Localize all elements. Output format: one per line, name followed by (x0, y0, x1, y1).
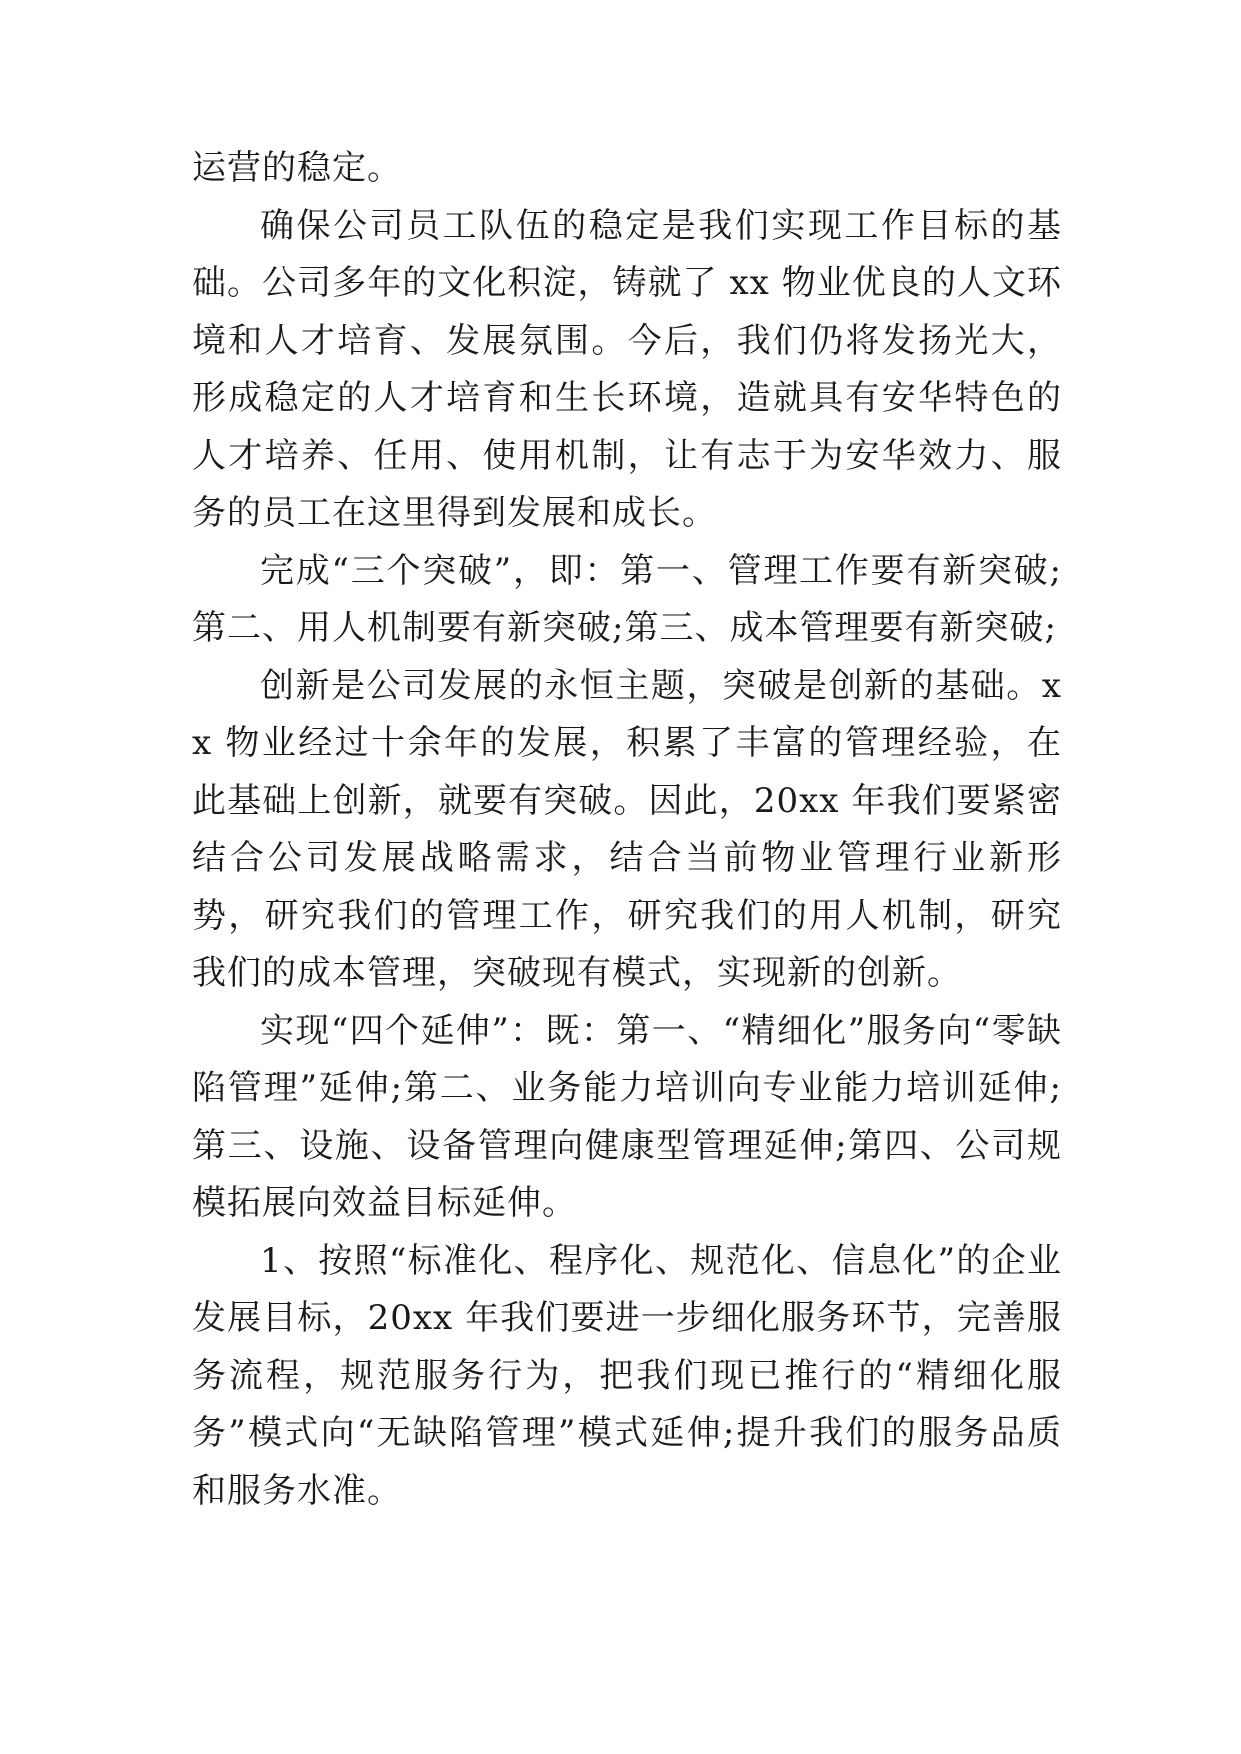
paragraph-four-extensions: 实现“四个延伸”：既：第一、“精细化”服务向“零缺陷管理”延伸;第二、业务能力培训向专业能力培训延伸;第三、设施、设备管理向健康型管理延伸;第四、公司规模拓展向效益目标延伸。 (192, 1010, 1062, 1223)
paragraph-innovation: 创新是公司发展的永恒主题，突破是创新的基础。xx 物业经过十余年的发展，积累了丰富的管理经验，在此基础上创新，就要有突破。因此，20xx 年我们要紧密结合公司发展战略需求，结合当前物业管理行业新形势，研究我们的管理工作，研究我们的用人机制，研究我们的成本管理，突破现有模式，实现新的创新。 (192, 665, 1062, 993)
paragraph-continuation: 运营的稳定。 (192, 148, 402, 188)
paragraph-item-1: 1、按照“标准化、程序化、规范化、信息化”的企业发展目标，20xx 年我们要进一步细化服务环节，完善服务流程，规范服务行为，把我们现已推行的“精细化服务”模式向“无缺陷管理”模式延伸;提升我们的服务品质和服务水准。 (192, 1240, 1062, 1511)
paragraph-staff-stability: 确保公司员工队伍的稳定是我们实现工作目标的基础。公司多年的文化积淀，铸就了 xx 物业优良的人文环境和人才培育、发展氛围。今后，我们仍将发扬光大，形成稳定的人才培育和生长环境，造就具有安华特色的人才培养、任用、使用机制，让有志于为安华效力、服务的员工在这里得到发展和成长。 (192, 205, 1062, 533)
paragraph-three-breakthroughs: 完成“三个突破”，即：第一、管理工作要有新突破;第二、用人机制要有新突破;第三、成本管理要有新突破; (192, 550, 1062, 648)
document-page (192, 140, 1062, 1520)
